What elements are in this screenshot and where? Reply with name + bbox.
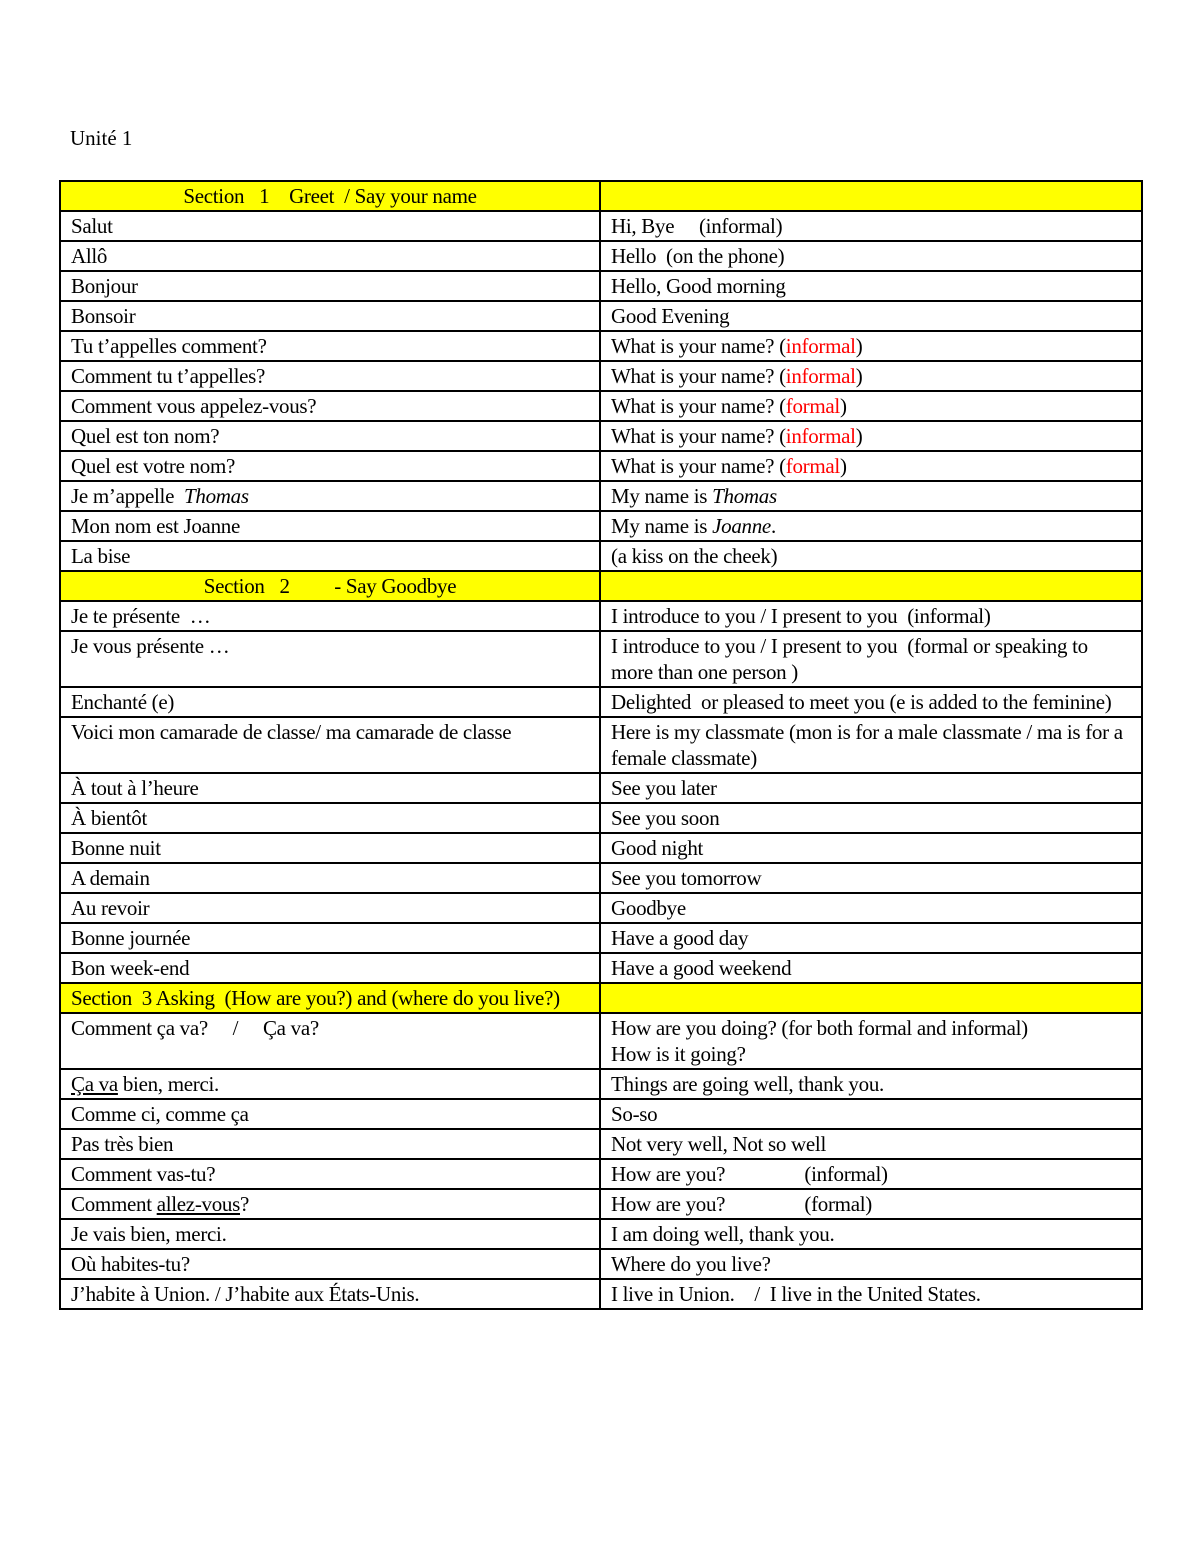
french-phrase: Au revoir	[60, 893, 600, 923]
text-fragment: What is your name? (	[611, 364, 786, 388]
english-translation	[600, 331, 1142, 361]
text-fragment: )	[855, 334, 863, 358]
vocabulary-table	[59, 180, 1143, 1310]
formality-note: informal	[785, 424, 856, 448]
french-phrase: A demain	[60, 863, 600, 893]
text-fragment: bien, merci.	[117, 1072, 219, 1096]
section-header-empty	[600, 181, 1142, 211]
text-fragment: Where do you live?	[611, 1252, 771, 1276]
french-phrase: Je te présente …	[60, 601, 600, 631]
table-row	[60, 1219, 1142, 1249]
french-phrase: Bonne journée	[60, 923, 600, 953]
text-fragment: How are you doing? (for both formal and informal)	[611, 1016, 1028, 1040]
table-row	[60, 331, 1142, 361]
text-fragment: Goodbye	[611, 896, 686, 920]
text-fragment: See you later	[611, 776, 717, 800]
french-phrase: Où habites-tu?	[60, 1249, 600, 1279]
text-fragment: Delighted or pleased to meet you (e is added to the feminine)	[611, 690, 1112, 714]
table-row	[60, 923, 1142, 953]
formality-note: informal	[785, 334, 856, 358]
table-row	[60, 481, 1142, 511]
text-fragment: What is your name? (	[611, 334, 786, 358]
english-translation	[600, 687, 1142, 717]
formality-note: informal	[785, 364, 856, 388]
table-row	[60, 361, 1142, 391]
french-phrase: À bientôt	[60, 803, 600, 833]
text-fragment: ?	[240, 1192, 250, 1216]
text-fragment: )	[855, 424, 863, 448]
text-fragment: How are you? (formal)	[611, 1192, 872, 1216]
english-translation	[600, 511, 1142, 541]
english-translation	[600, 773, 1142, 803]
english-translation	[600, 481, 1142, 511]
french-phrase: Je vais bien, merci.	[60, 1219, 600, 1249]
french-phrase: Mon nom est Joanne	[60, 511, 600, 541]
english-translation	[600, 601, 1142, 631]
text-fragment: Good night	[611, 836, 704, 860]
table-row	[60, 451, 1142, 481]
text-fragment: My name is	[611, 484, 713, 508]
text-fragment: I introduce to you / I present to you (formal or speaking to more than one person )	[611, 634, 1093, 684]
french-phrase: Voici mon camarade de classe/ ma camarade de classe	[60, 717, 600, 773]
section-header-row	[60, 571, 1142, 601]
french-phrase	[60, 481, 600, 511]
french-phrase: Je vous présente …	[60, 631, 600, 687]
french-phrase: Tu t’appelles comment?	[60, 331, 600, 361]
english-translation	[600, 1279, 1142, 1309]
text-fragment: Not very well, Not so well	[611, 1132, 826, 1156]
french-phrase: Bonjour	[60, 271, 600, 301]
table-row	[60, 421, 1142, 451]
text-fragment: What is your name? (	[611, 424, 786, 448]
french-phrase: Bonsoir	[60, 301, 600, 331]
french-phrase: Bon week-end	[60, 953, 600, 983]
english-translation	[600, 211, 1142, 241]
table-row	[60, 803, 1142, 833]
text-fragment: Je m’appelle	[71, 484, 185, 508]
text-fragment: What is your name? (	[611, 454, 786, 478]
table-row	[60, 717, 1142, 773]
text-fragment: Thomas	[184, 484, 249, 508]
section-header: Section 2 - Say Goodbye	[60, 571, 600, 601]
text-fragment: Thomas	[712, 484, 777, 508]
section-header: Section 3 Asking (How are you?) and (where do you live?)	[60, 983, 600, 1013]
text-fragment: How is it going?	[611, 1042, 746, 1066]
text-fragment: Joanne	[712, 514, 771, 538]
text-fragment: )	[855, 364, 863, 388]
section-header-row	[60, 983, 1142, 1013]
table-row	[60, 1189, 1142, 1219]
text-fragment: Have a good weekend	[611, 956, 792, 980]
text-fragment: Comment	[71, 1192, 157, 1216]
table-row	[60, 1069, 1142, 1099]
text-fragment: See you tomorrow	[611, 866, 762, 890]
text-fragment: .	[770, 514, 776, 538]
page-title: Unité 1	[70, 126, 133, 150]
table-row	[60, 1129, 1142, 1159]
english-translation	[600, 1219, 1142, 1249]
french-phrase: Comme ci, comme ça	[60, 1099, 600, 1129]
table-row	[60, 1249, 1142, 1279]
text-fragment: My name is	[611, 514, 713, 538]
table-row	[60, 1013, 1142, 1069]
english-translation	[600, 271, 1142, 301]
text-fragment: Hello, Good morning	[611, 274, 786, 298]
text-fragment: allez-vous	[156, 1192, 240, 1216]
french-phrase: Bonne nuit	[60, 833, 600, 863]
text-fragment: Have a good day	[611, 926, 749, 950]
table-row	[60, 1159, 1142, 1189]
french-phrase: J’habite à Union. / J’habite aux États-Unis.	[60, 1279, 600, 1309]
text-fragment: Ça va	[71, 1072, 118, 1096]
french-phrase: Comment vas-tu?	[60, 1159, 600, 1189]
french-phrase	[60, 1189, 600, 1219]
formality-note: formal	[785, 454, 840, 478]
text-fragment: What is your name? (	[611, 394, 786, 418]
french-phrase: Quel est votre nom?	[60, 451, 600, 481]
french-phrase	[60, 1069, 600, 1099]
section-header: Section 1 Greet / Say your name	[60, 181, 600, 211]
french-phrase: Comment ça va? / Ça va?	[60, 1013, 600, 1069]
french-phrase: Comment vous appelez-vous?	[60, 391, 600, 421]
text-fragment: )	[839, 454, 847, 478]
text-fragment: I live in Union. / I live in the United States.	[611, 1282, 981, 1306]
text-fragment: Here is my classmate (mon is for a male classmate / ma is for a female classmate)	[611, 720, 1128, 770]
text-fragment: Good Evening	[611, 304, 730, 328]
section-header-row	[60, 181, 1142, 211]
table-row	[60, 893, 1142, 923]
english-translation	[600, 361, 1142, 391]
text-fragment: See you soon	[611, 806, 720, 830]
table-row	[60, 953, 1142, 983]
english-translation	[600, 451, 1142, 481]
table-row	[60, 687, 1142, 717]
table-row	[60, 833, 1142, 863]
english-translation	[600, 1189, 1142, 1219]
english-translation	[600, 833, 1142, 863]
table-row	[60, 541, 1142, 571]
english-translation	[600, 717, 1142, 773]
table-row	[60, 601, 1142, 631]
english-translation	[600, 1129, 1142, 1159]
french-phrase: À tout à l’heure	[60, 773, 600, 803]
english-translation	[600, 863, 1142, 893]
formality-note: formal	[785, 394, 840, 418]
text-fragment: Things are going well, thank you.	[611, 1072, 884, 1096]
english-translation	[600, 301, 1142, 331]
french-phrase: La bise	[60, 541, 600, 571]
text-fragment: (a kiss on the cheek)	[611, 544, 778, 568]
text-fragment: )	[839, 394, 847, 418]
english-translation	[600, 803, 1142, 833]
english-translation	[600, 421, 1142, 451]
english-translation	[600, 241, 1142, 271]
french-phrase: Enchanté (e)	[60, 687, 600, 717]
table-row	[60, 301, 1142, 331]
text-fragment: How are you? (informal)	[611, 1162, 888, 1186]
table-row	[60, 511, 1142, 541]
english-translation	[600, 1159, 1142, 1189]
table-row	[60, 391, 1142, 421]
french-phrase: Quel est ton nom?	[60, 421, 600, 451]
french-phrase: Comment tu t’appelles?	[60, 361, 600, 391]
english-translation	[600, 1099, 1142, 1129]
text-fragment: I introduce to you / I present to you (informal)	[611, 604, 991, 628]
french-phrase: Allô	[60, 241, 600, 271]
table-row	[60, 863, 1142, 893]
text-fragment: Hi, Bye (informal)	[611, 214, 783, 238]
english-translation	[600, 541, 1142, 571]
english-translation	[600, 1013, 1142, 1069]
table-row	[60, 211, 1142, 241]
section-header-empty	[600, 983, 1142, 1013]
english-translation	[600, 1069, 1142, 1099]
french-phrase: Salut	[60, 211, 600, 241]
table-row	[60, 271, 1142, 301]
text-fragment: Hello (on the phone)	[611, 244, 785, 268]
text-fragment: So-so	[611, 1102, 658, 1126]
english-translation	[600, 953, 1142, 983]
english-translation	[600, 1249, 1142, 1279]
table-row	[60, 1099, 1142, 1129]
english-translation	[600, 923, 1142, 953]
table-row	[60, 631, 1142, 687]
table-row	[60, 1279, 1142, 1309]
french-phrase: Pas très bien	[60, 1129, 600, 1159]
english-translation	[600, 631, 1142, 687]
english-translation	[600, 893, 1142, 923]
table-row	[60, 773, 1142, 803]
text-fragment: I am doing well, thank you.	[611, 1222, 835, 1246]
english-translation	[600, 391, 1142, 421]
section-header-empty	[600, 571, 1142, 601]
table-row	[60, 241, 1142, 271]
vocabulary-table-body	[60, 181, 1142, 1309]
